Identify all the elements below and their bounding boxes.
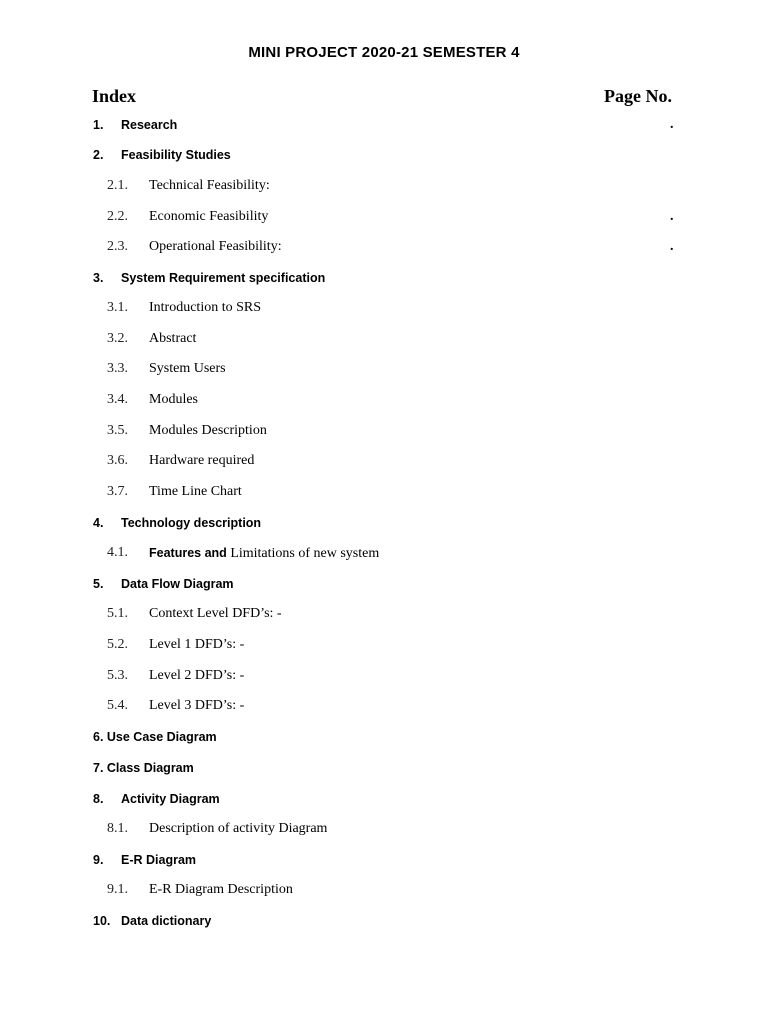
toc-label: Technology description	[121, 516, 262, 530]
toc-label: 6. Use Case Diagram	[93, 730, 217, 744]
toc-label-rest-part: Limitations of new system	[230, 546, 380, 561]
toc-entry-time-line-chart	[0, 482, 768, 502]
toc-entry-feasibility-studies	[0, 145, 768, 165]
toc-number: 4.	[93, 516, 104, 530]
index-heading: Index	[92, 86, 137, 106]
toc-number: 5.1.	[107, 606, 128, 621]
toc-entry-activity-diagram	[0, 789, 768, 809]
toc-label: Data dictionary	[121, 914, 212, 928]
toc-number: 5.2.	[107, 637, 128, 652]
toc-number: 3.1.	[107, 300, 128, 315]
toc-label: Economic Feasibility	[149, 209, 269, 224]
toc-entry-level-3-dfd	[0, 696, 768, 716]
toc-number: 3.5.	[107, 423, 128, 438]
toc-label: Research	[121, 118, 178, 132]
toc-label: E-R Diagram	[121, 853, 197, 867]
toc-label: Hardware required	[149, 453, 255, 468]
toc-entry-level-2-dfd	[0, 666, 768, 686]
toc-label: Context Level DFD’s: -	[149, 606, 282, 621]
toc-entry-features-limitations	[0, 543, 768, 563]
toc-entry-use-case-diagram	[0, 727, 768, 747]
toc-entry-modules-description	[0, 421, 768, 441]
toc-number: 8.1.	[107, 821, 128, 836]
toc-number: 3.	[93, 271, 104, 285]
toc-entry-level-1-dfd	[0, 635, 768, 655]
toc-entry-economic-feasibility	[0, 207, 768, 227]
toc-label: Modules	[149, 392, 198, 407]
toc-entry-abstract	[0, 329, 768, 349]
toc-number: 2.2.	[107, 209, 128, 224]
toc-label: Level 2 DFD’s: -	[149, 668, 245, 683]
toc-number: 9.1.	[107, 882, 128, 897]
toc-number: 9.	[93, 853, 104, 867]
toc-number: 8.	[93, 792, 104, 806]
toc-number: 5.3.	[107, 668, 128, 683]
toc-label: System Users	[149, 361, 226, 376]
toc-label: System Requirement specification	[121, 271, 326, 285]
toc-number: 3.3.	[107, 361, 128, 376]
toc-label: Operational Feasibility:	[149, 239, 282, 254]
toc-number: 3.6.	[107, 453, 128, 468]
toc-page: .	[670, 209, 674, 224]
toc-number: 3.7.	[107, 484, 128, 499]
toc-label: E-R Diagram Description	[149, 882, 293, 897]
toc-label: Description of activity Diagram	[149, 821, 328, 836]
toc-entry-technical-feasibility	[0, 176, 768, 196]
toc-number: 2.	[93, 148, 104, 162]
toc-page: .	[670, 117, 674, 132]
toc-entry-research	[0, 115, 768, 135]
toc-entry-srs	[0, 268, 768, 288]
toc-entry-class-diagram	[0, 758, 768, 778]
toc-label	[149, 543, 379, 564]
toc-entry-data-dictionary	[0, 911, 768, 931]
document-title: MINI PROJECT 2020-21 SEMESTER 4	[248, 44, 520, 61]
page-no-heading: Page No.	[604, 86, 672, 106]
toc-label: Feasibility Studies	[121, 148, 231, 162]
toc-entry-introduction-srs	[0, 298, 768, 318]
toc-label: Technical Feasibility:	[149, 178, 270, 193]
toc-entry-data-flow-diagram	[0, 574, 768, 594]
toc-page: .	[670, 239, 674, 254]
toc-entry-operational-feasibility	[0, 237, 768, 257]
toc-label-bold-part: Features and	[149, 546, 227, 560]
toc-entry-technology-description	[0, 513, 768, 533]
toc-label: Level 3 DFD’s: -	[149, 698, 245, 713]
toc-number: 1.	[93, 118, 104, 132]
toc-entry-hardware-required	[0, 451, 768, 471]
toc-entry-context-level-dfd	[0, 604, 768, 624]
toc-entry-er-description	[0, 880, 768, 900]
toc-number: 3.4.	[107, 392, 128, 407]
toc-number: 2.1.	[107, 178, 128, 193]
toc-label: 7. Class Diagram	[93, 761, 194, 775]
toc-label: Data Flow Diagram	[121, 577, 234, 591]
toc-entry-modules	[0, 390, 768, 410]
toc-number: 5.	[93, 577, 104, 591]
toc-label: Time Line Chart	[149, 484, 242, 499]
toc-number: 4.1.	[107, 545, 128, 560]
toc-label: Activity Diagram	[121, 792, 220, 806]
toc-label: Abstract	[149, 331, 197, 346]
toc-number: 3.2.	[107, 331, 128, 346]
toc-entry-activity-description	[0, 819, 768, 839]
toc-entry-er-diagram	[0, 850, 768, 870]
toc-label: Level 1 DFD’s: -	[149, 637, 245, 652]
toc-number: 5.4.	[107, 698, 128, 713]
toc-entry-system-users	[0, 359, 768, 379]
toc-number: 10.	[93, 914, 111, 928]
toc-label: Modules Description	[149, 423, 267, 438]
toc-label: Introduction to SRS	[149, 300, 262, 315]
toc-number: 2.3.	[107, 239, 128, 254]
